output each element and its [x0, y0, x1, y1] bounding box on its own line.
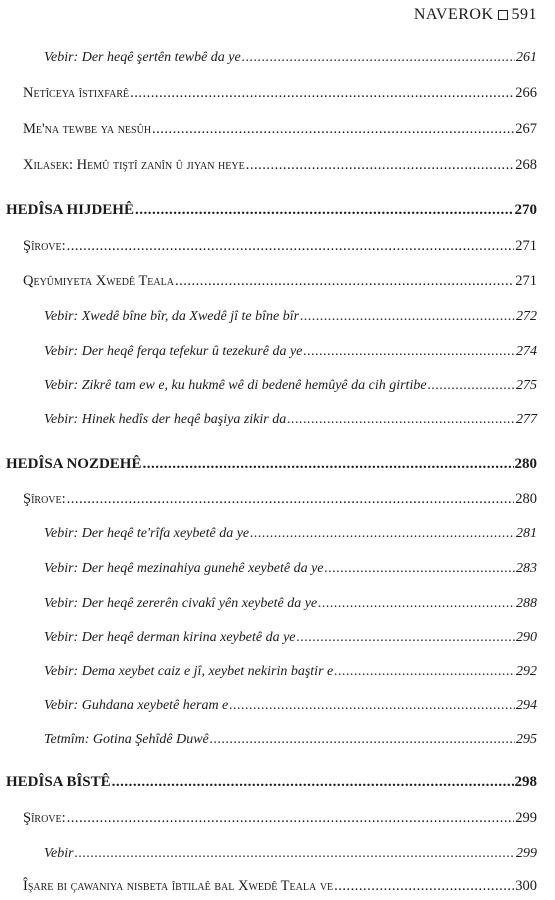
dot-leader	[67, 810, 515, 827]
toc-entry-page: 299	[516, 846, 537, 861]
running-header	[414, 6, 537, 24]
toc-entry-page: 277	[516, 412, 537, 427]
dot-leader	[175, 273, 514, 290]
toc-entry	[44, 732, 537, 748]
toc-entry-title: HEDÎSA BÎSTÊ	[6, 774, 111, 790]
toc-entry-title: Vebir: Xwedê bîne bîr, da Xwedê jî te bîne bîr	[44, 309, 300, 324]
toc-entry	[23, 878, 537, 895]
toc-entry	[44, 561, 537, 577]
toc-entry	[44, 50, 537, 66]
toc-entry-title: Vebir: Der heqê ferqa tefekur û tezekurê da ye	[44, 344, 303, 359]
dot-leader	[300, 309, 515, 325]
toc-entry-title: Şîrove:	[23, 238, 66, 254]
toc-entry	[44, 596, 537, 612]
toc-entry-page: 272	[516, 309, 537, 324]
header-title: NAVEROK	[413, 6, 494, 23]
dot-leader	[229, 698, 515, 714]
toc-entry	[44, 344, 537, 360]
toc-entry	[23, 85, 537, 102]
toc-entry-page: 300	[515, 878, 537, 894]
dot-leader	[334, 664, 515, 680]
toc-entry-title: Şîrove:	[23, 491, 66, 507]
dot-leader	[325, 561, 516, 577]
toc-entry-page: 283	[516, 561, 537, 576]
toc-entry-page: 298	[514, 774, 537, 790]
toc-entry	[23, 491, 537, 508]
dot-leader	[135, 202, 514, 219]
dot-leader	[67, 238, 515, 255]
toc-entry-page: 275	[516, 378, 537, 393]
dot-leader	[303, 344, 515, 360]
toc-entry-title: Şîrove:	[23, 810, 66, 826]
dot-leader	[112, 774, 514, 791]
toc-entry-title: Vebir	[44, 846, 74, 861]
dot-leader	[428, 378, 515, 394]
toc-entry	[23, 273, 537, 290]
toc-entry	[44, 630, 537, 646]
dot-leader	[210, 732, 515, 748]
toc-entry-title: HEDÎSA NOZDEHÊ	[6, 456, 142, 472]
toc-entry-title: Xilasek: Hemû tiştî zanîn û jiyan heye	[23, 157, 245, 173]
toc-entry-title: Vebir: Der heqê derman kirina xeybetê da ye	[44, 630, 296, 645]
toc-entry-title: Tetmîm: Gotina Şehîdê Duwê	[44, 732, 209, 747]
toc-entry-page: 266	[515, 85, 537, 101]
toc-entry-page: 274	[516, 344, 537, 359]
toc-entry-page: 299	[515, 810, 537, 826]
toc-entry-title: Netîceya îstixfarê	[23, 85, 130, 101]
dot-leader	[334, 878, 514, 895]
dot-leader	[287, 412, 515, 428]
toc-chapter-entry	[6, 456, 537, 473]
toc-entry-page: 292	[516, 664, 537, 679]
toc-entry-title: Vebir: Der heqê mezinahiya gunehê xeybetê da ye	[44, 561, 324, 576]
toc-entry	[44, 309, 537, 325]
toc-entry-page: 280	[515, 491, 537, 507]
toc-entry	[44, 378, 537, 394]
toc-entry-page: 271	[515, 238, 537, 254]
toc-entry-title: Vebir: Guhdana xeybetê heram e	[44, 698, 229, 713]
square-ornament-icon	[498, 10, 508, 20]
toc-entry-title: Vebir: Der heqê te'rîfa xeybetê da ye	[44, 526, 250, 541]
dot-leader	[142, 456, 513, 473]
toc-entry	[23, 157, 537, 174]
dot-leader	[318, 596, 515, 612]
toc-entry-title: Îşare bi çawaniya nisbeta îbtilaê bal Xwedê Teala ve	[23, 878, 334, 894]
toc-entry	[44, 526, 537, 542]
toc-entry-page: 288	[516, 596, 537, 611]
toc-entry-title: Vebir: Zikrê tam ew e, ku hukmê wê di bedenê hemûyê da cih girtibe	[44, 378, 427, 393]
toc-entry	[44, 412, 537, 428]
header-page-number: 591	[511, 6, 537, 23]
toc-entry	[44, 698, 537, 714]
dot-leader	[242, 50, 515, 66]
toc-entry-page: 270	[514, 202, 537, 218]
toc-entry-title: Vebir: Der heqê şertên tewbê da ye	[44, 50, 241, 65]
toc-entry-page: 267	[515, 121, 537, 137]
toc-entry-title: HEDÎSA HIJDEHÊ	[6, 202, 134, 218]
toc-chapter-entry	[6, 774, 537, 791]
toc-entry-title: Me'na tewbe ya nesûh	[23, 121, 152, 137]
dot-leader	[67, 491, 515, 508]
toc-entry	[23, 121, 537, 138]
toc-entry-title: Vebir: Dema xeybet caiz e jî, xeybet nekirin baştir e	[44, 664, 334, 679]
toc-entry-title: Vebir: Hinek hedîs der heqê başiya zikir da	[44, 412, 287, 427]
toc-entry	[44, 664, 537, 680]
toc-entry	[23, 238, 537, 255]
dot-leader	[75, 846, 515, 862]
dot-leader	[152, 121, 514, 138]
toc-entry-page: 280	[514, 456, 537, 472]
toc-entry	[44, 846, 537, 862]
toc-entry	[23, 810, 537, 827]
toc-entry-page: 281	[516, 526, 537, 541]
toc-entry-page: 295	[516, 732, 537, 747]
toc-entry-title: Vebir: Der heqê zererên civakî yên xeybetê da ye	[44, 596, 318, 611]
dot-leader	[297, 630, 515, 646]
toc-chapter-entry	[6, 202, 537, 219]
toc-entry-page: 290	[516, 630, 537, 645]
toc-entry-title: Qeyûmiyeta Xwedê Teala	[23, 273, 174, 289]
toc-entry-page: 261	[516, 50, 537, 65]
toc-entry-page: 268	[515, 157, 537, 173]
dot-leader	[246, 157, 515, 174]
dot-leader	[250, 526, 515, 542]
toc-entry-page: 294	[516, 698, 537, 713]
dot-leader	[130, 85, 514, 102]
toc-entry-page: 271	[515, 273, 537, 289]
